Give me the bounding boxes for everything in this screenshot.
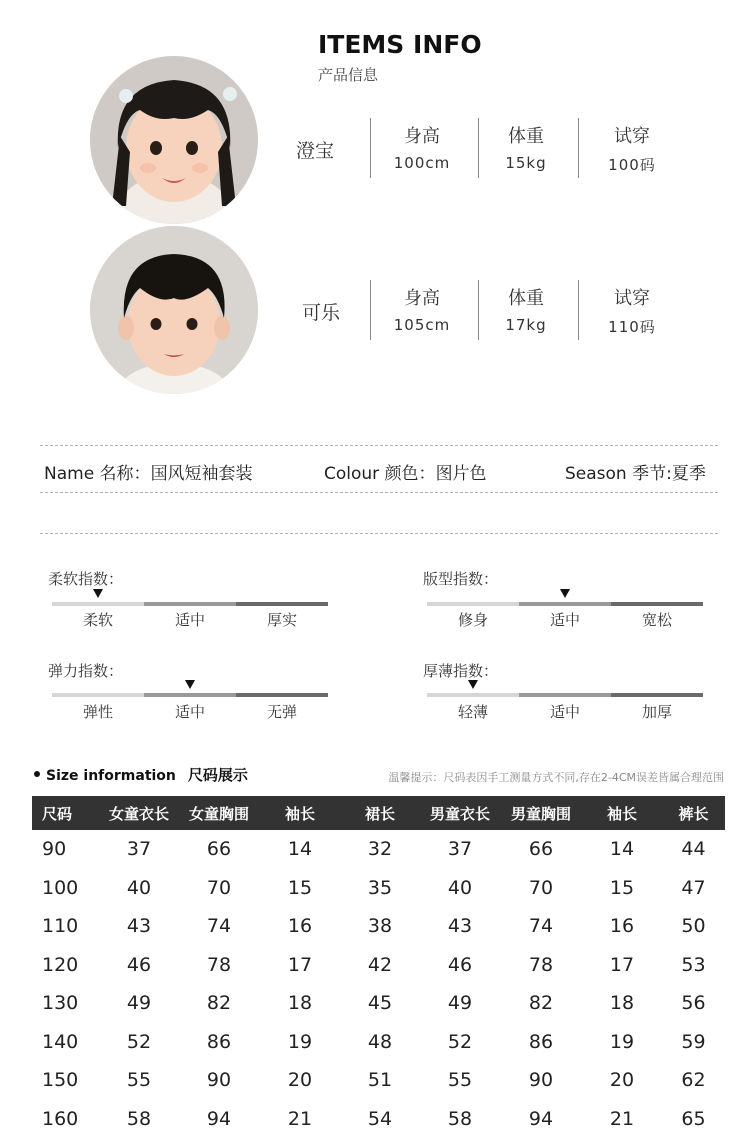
column-header: 袖长: [582, 796, 662, 830]
index-bar-segment: [519, 602, 611, 606]
table-cell: 18: [609, 992, 635, 1015]
table-cell: 62: [681, 1069, 706, 1092]
model-info-row: [296, 118, 676, 180]
table-cell: 65: [681, 1107, 706, 1130]
index-marker-icon: [560, 589, 570, 598]
size-tip: 温馨提示：尺码表因手工测量方式不同,存在2-4CM误差皆属合理范围: [388, 771, 724, 784]
table-cell: 150: [42, 1069, 79, 1092]
index-bar-segment: [52, 602, 144, 606]
table-cell: 20: [609, 1069, 635, 1092]
table-cell: 78: [206, 953, 232, 976]
index-label: 厚薄指数：: [423, 662, 499, 680]
index-bar-segment: [611, 693, 703, 697]
table-cell: 86: [528, 1030, 554, 1053]
table-cell: 94: [528, 1107, 554, 1130]
table-cell: 94: [206, 1107, 232, 1130]
table-row: [32, 1023, 725, 1062]
index-bar-segment: [144, 693, 236, 697]
dashed-divider: [40, 533, 718, 534]
table-cell: 43: [126, 915, 152, 938]
table-cell: 52: [447, 1030, 473, 1053]
table-row: [32, 1061, 725, 1100]
product-colour: [324, 459, 487, 484]
table-cell: 82: [206, 992, 232, 1015]
dashed-divider: [40, 492, 718, 493]
table-cell: 130: [42, 992, 79, 1015]
stat-value: 17kg: [505, 316, 547, 334]
table-cell: 17: [287, 953, 313, 976]
index-option: 轻薄: [457, 703, 488, 721]
table-cell: 49: [126, 992, 152, 1015]
table-row: [32, 830, 725, 869]
table-cell: 52: [126, 1030, 152, 1053]
tryon-size-stat: [582, 284, 682, 337]
table-header-row: [32, 796, 725, 830]
weight-stat: [476, 284, 576, 334]
table-row: [32, 907, 725, 946]
table-cell: 49: [447, 992, 473, 1015]
product-name: [44, 459, 253, 484]
table-cell: 140: [42, 1030, 79, 1053]
table-row: [32, 1100, 725, 1139]
index-option: 适中: [174, 703, 205, 721]
model-name: 澄宝: [296, 140, 335, 162]
stat-label: 试穿: [614, 126, 650, 147]
index-bar-segment: [144, 602, 236, 606]
table-cell: 15: [287, 876, 313, 899]
table-cell: 35: [367, 876, 393, 899]
table-cell: 78: [528, 953, 554, 976]
tryon-size-stat: [582, 122, 682, 175]
stat-value: 110码: [608, 318, 656, 336]
table-cell: 37: [447, 838, 473, 861]
name-value: 国风短袖套装: [150, 464, 253, 484]
column-header: 袖长: [260, 796, 340, 830]
table-cell: 46: [447, 953, 473, 976]
stat-label: 身高: [404, 288, 440, 309]
table-cell: 15: [609, 876, 635, 899]
index-bar-segment: [52, 693, 144, 697]
index-option: 厚实: [266, 611, 297, 629]
table-cell: 40: [447, 876, 473, 899]
dashed-divider: [40, 445, 718, 446]
table-cell: 86: [206, 1030, 232, 1053]
size-title-zh: 尺码展示: [187, 766, 248, 784]
page-title: ITEMS INFO: [318, 30, 482, 59]
table-cell: 51: [367, 1069, 393, 1092]
table-cell: 110: [42, 915, 79, 938]
table-cell: 55: [447, 1069, 473, 1092]
index-label: 版型指数：: [423, 570, 499, 588]
index-option: 修身: [457, 611, 488, 629]
table-cell: 59: [681, 1030, 706, 1053]
table-row: [32, 984, 725, 1023]
table-cell: 66: [528, 838, 554, 861]
index-option: 柔软: [82, 611, 113, 629]
table-cell: 16: [609, 915, 635, 938]
column-header: 女童衣长: [100, 796, 178, 830]
table-cell: 82: [528, 992, 554, 1015]
index-option: 加厚: [641, 703, 672, 721]
table-row: [32, 946, 725, 985]
index-option: 宽松: [641, 611, 672, 629]
table-cell: 90: [42, 838, 67, 861]
table-cell: 58: [447, 1107, 473, 1130]
size-table: [32, 796, 725, 1138]
table-cell: 53: [681, 953, 706, 976]
table-cell: 43: [447, 915, 473, 938]
index-option: 弹性: [82, 703, 113, 721]
table-cell: 19: [287, 1030, 313, 1053]
table-cell: 50: [681, 915, 706, 938]
product-season: [565, 459, 706, 484]
index-marker-icon: [468, 680, 478, 689]
table-cell: 16: [287, 915, 313, 938]
stat-label: 体重: [508, 288, 544, 309]
table-cell: 37: [126, 838, 152, 861]
table-cell: 48: [367, 1030, 393, 1053]
table-cell: 14: [287, 838, 313, 861]
stat-label: 体重: [508, 126, 544, 147]
table-cell: 45: [367, 992, 393, 1015]
table-cell: 32: [367, 838, 393, 861]
table-cell: 74: [528, 915, 554, 938]
bullet-icon: [34, 771, 40, 777]
column-header: 裤长: [662, 796, 725, 830]
stat-value: 105cm: [393, 316, 451, 334]
index-bar-segment: [611, 602, 703, 606]
size-title-en: Size information: [46, 768, 176, 784]
table-cell: 90: [206, 1069, 232, 1092]
index-option: 无弹: [266, 703, 297, 721]
model-name: 可乐: [302, 302, 341, 324]
divider: [370, 118, 371, 178]
table-cell: 42: [367, 953, 393, 976]
column-header: 男童胸围: [500, 796, 582, 830]
model-info-row: [296, 280, 676, 342]
index-option: 适中: [174, 611, 205, 629]
table-cell: 120: [42, 953, 79, 976]
index-bar-segment: [427, 693, 519, 697]
stat-label: 身高: [404, 126, 440, 147]
girl-model-photo: [90, 56, 258, 224]
divider: [578, 280, 579, 340]
size-section-title: [34, 764, 248, 785]
column-header: 男童衣长: [420, 796, 500, 830]
name-label: Name 名称：: [44, 464, 151, 484]
table-cell: 100: [42, 876, 79, 899]
index-option: 适中: [549, 703, 580, 721]
weight-stat: [476, 122, 576, 172]
index-bar-segment: [236, 693, 328, 697]
table-cell: 17: [609, 953, 635, 976]
table-cell: 40: [126, 876, 152, 899]
table-cell: 19: [609, 1030, 635, 1053]
height-stat: [372, 122, 472, 172]
index-label: 柔软指数：: [48, 570, 124, 588]
column-header: 裙长: [340, 796, 420, 830]
column-header: 尺码: [32, 796, 100, 830]
table-row: [32, 869, 725, 908]
colour-label: Colour 颜色：: [324, 464, 436, 484]
table-cell: 55: [126, 1069, 152, 1092]
index-bar-segment: [236, 602, 328, 606]
table-cell: 70: [528, 876, 554, 899]
page-subtitle: 产品信息: [318, 66, 379, 84]
table-cell: 66: [206, 838, 232, 861]
index-marker-icon: [93, 589, 103, 598]
table-cell: 21: [287, 1107, 313, 1130]
stat-label: 试穿: [614, 288, 650, 309]
index-label: 弹力指数：: [48, 662, 124, 680]
column-header: 女童胸围: [178, 796, 260, 830]
table-cell: 47: [681, 876, 706, 899]
boy-model-photo: [90, 226, 258, 394]
table-cell: 54: [367, 1107, 393, 1130]
table-cell: 38: [367, 915, 393, 938]
table-body: [32, 830, 725, 1138]
season-label: Season 季节:: [565, 464, 672, 484]
index-bar-segment: [519, 693, 611, 697]
table-cell: 90: [528, 1069, 554, 1092]
table-cell: 46: [126, 953, 152, 976]
table-cell: 74: [206, 915, 232, 938]
index-option: 适中: [549, 611, 580, 629]
table-cell: 18: [287, 992, 313, 1015]
table-cell: 160: [42, 1107, 79, 1130]
divider: [578, 118, 579, 178]
height-stat: [372, 284, 472, 334]
table-cell: 58: [126, 1107, 152, 1130]
index-marker-icon: [185, 680, 195, 689]
divider: [370, 280, 371, 340]
table-cell: 56: [681, 992, 706, 1015]
table-cell: 14: [609, 838, 635, 861]
index-bar-segment: [427, 602, 519, 606]
table-cell: 21: [609, 1107, 635, 1130]
season-value: 夏季: [671, 464, 706, 484]
stat-value: 100码: [608, 156, 656, 174]
table-cell: 44: [681, 838, 706, 861]
stat-value: 100cm: [393, 154, 451, 172]
table-cell: 20: [287, 1069, 313, 1092]
table-cell: 70: [206, 876, 232, 899]
stat-value: 15kg: [505, 154, 547, 172]
colour-value: 图片色: [435, 464, 487, 484]
